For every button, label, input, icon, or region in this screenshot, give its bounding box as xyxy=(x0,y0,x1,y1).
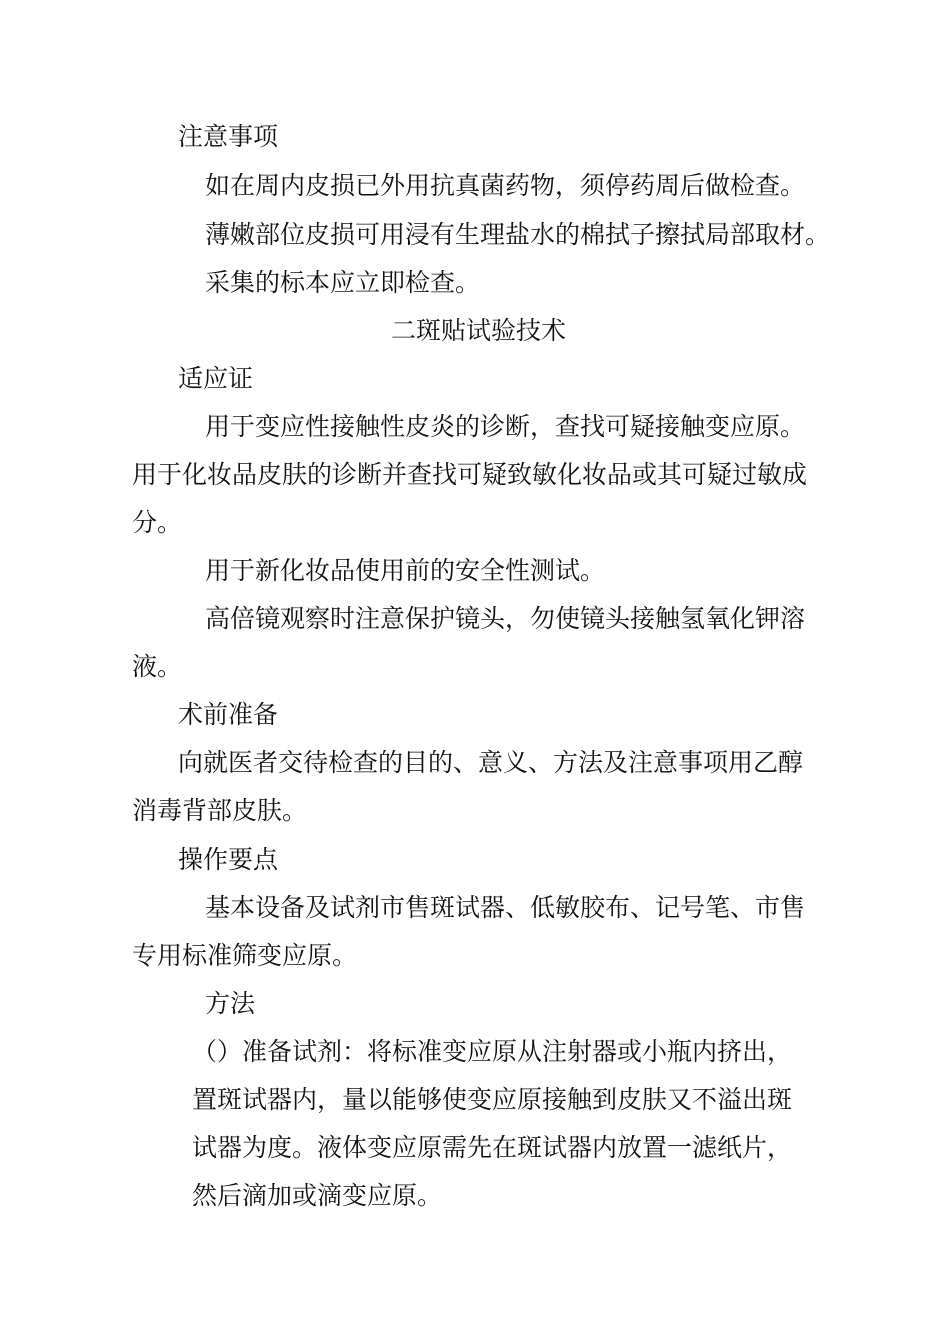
paragraph-line: 高倍镜观察时注意保护镜头，勿使镜头接触氢氧化钾溶 xyxy=(205,604,806,633)
paragraph-line: 用于变应性接触性皮炎的诊断，查找可疑接触变应原。 xyxy=(205,412,806,441)
paragraph-line: 液。 xyxy=(132,652,183,681)
paragraph-line: 薄嫩部位皮损可用浸有生理盐水的棉拭子擦拭局部取材。 xyxy=(205,220,831,249)
paragraph-line: 专用标准筛变应原。 xyxy=(132,941,358,970)
paragraph-line: 分。 xyxy=(132,508,183,537)
paragraph-line: 置斑试器内，量以能够使变应原接触到皮肤又不溢出斑 xyxy=(192,1085,793,1114)
paragraph-line: 然后滴加或滴变应原。 xyxy=(192,1181,443,1210)
section-title: 二斑贴试验技术 xyxy=(391,316,567,345)
paragraph-line: 消毒背部皮肤。 xyxy=(132,796,308,825)
paragraph-line: 试器为度。液体变应原需先在斑试器内放置一滤纸片， xyxy=(192,1133,793,1162)
paragraph-line: （）准备试剂：将标准变应原从注射器或小瓶内挤出， xyxy=(192,1037,793,1066)
paragraph-line: 采集的标本应立即检查。 xyxy=(205,268,481,297)
heading-method: 方法 xyxy=(205,989,256,1018)
paragraph-line: 向就医者交待检查的目的、意义、方法及注意事项用乙醇 xyxy=(178,748,804,777)
heading-indications: 适应证 xyxy=(178,364,254,393)
paragraph-line: 用于新化妆品使用前的安全性测试。 xyxy=(205,556,606,585)
paragraph-line: 用于化妆品皮肤的诊断并查找可疑致敏化妆品或其可疑过敏成 xyxy=(132,460,808,489)
heading-precautions: 注意事项 xyxy=(178,122,279,151)
heading-operation-points: 操作要点 xyxy=(178,845,279,874)
heading-preoperative-prep: 术前准备 xyxy=(178,700,279,729)
paragraph-line: 基本设备及试剂市售斑试器、低敏胶布、记号笔、市售 xyxy=(205,893,806,922)
paragraph-line: 如在周内皮损已外用抗真菌药物，须停药周后做检查。 xyxy=(205,171,806,200)
